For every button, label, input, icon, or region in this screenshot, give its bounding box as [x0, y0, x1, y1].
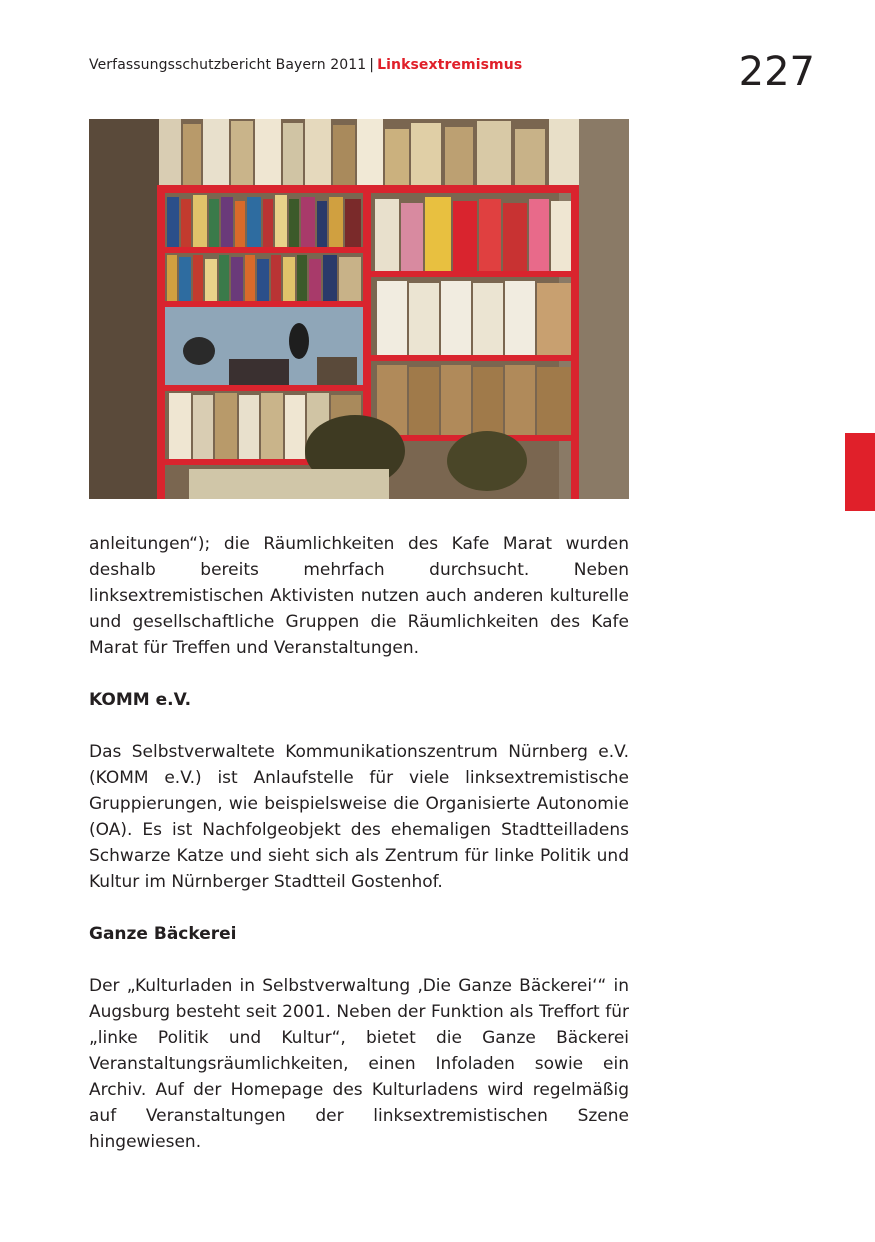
- publication-title: Verfassungsschutzbericht Bayern 2011: [89, 57, 367, 73]
- heading-ganze-baeckerei: Ganze Bäckerei: [89, 924, 237, 944]
- article-body: [89, 531, 629, 1181]
- heading-komm: KOMM e.V.: [89, 690, 192, 710]
- photo-bookshelf-icon: [89, 119, 629, 499]
- chapter-tab-marker: [845, 433, 875, 511]
- running-header: [89, 57, 522, 73]
- paragraph-kafe-marat: anleitungen“); die Räumlichkeiten des Kafe Marat wurden deshalb bereits mehrfach durchsucht. Neben linksextremistischen Aktivisten nutzen auch anderen kulturelle und gesellschaftliche Gruppen die Räumlichkeiten des Kafe Marat für Treffen und Veranstaltungen.: [89, 534, 629, 658]
- paragraph-komm: Das Selbstverwaltete Kommunikationszentrum Nürnberg e.V. (KOMM e.V.) ist Anlaufstelle für viele linksextremistische Gruppierungen, wie beispielsweise die Organisierte Autonomie (OA). Es ist Nachfolgeobjekt des ehemaligen Stadtteilladens Schwarze Katze und sieht sich als Zentrum für linke Politik und Kultur im Nürnberger Stadtteil Gostenhof.: [89, 742, 629, 892]
- header-separator: |: [369, 57, 375, 73]
- page-number: 227: [738, 49, 815, 95]
- bookshelf-photo: [89, 119, 629, 499]
- paragraph-ganze-baeckerei: Der „Kulturladen in Selbstverwaltung ‚Die Ganze Bäckerei‘“ in Augsburg besteht seit 2001. Neben der Funktion als Treffort für „linke Politik und Kultur“, bietet die Ganze Bäckerei Veranstaltungsräumlichkeiten, einen Infoladen sowie ein Archiv. Auf der Homepage des Kulturladens wird regelmäßig auf Veranstaltungen der linksextremistischen Szene hingewiesen.: [89, 976, 629, 1152]
- section-title: Linksextremismus: [377, 57, 523, 73]
